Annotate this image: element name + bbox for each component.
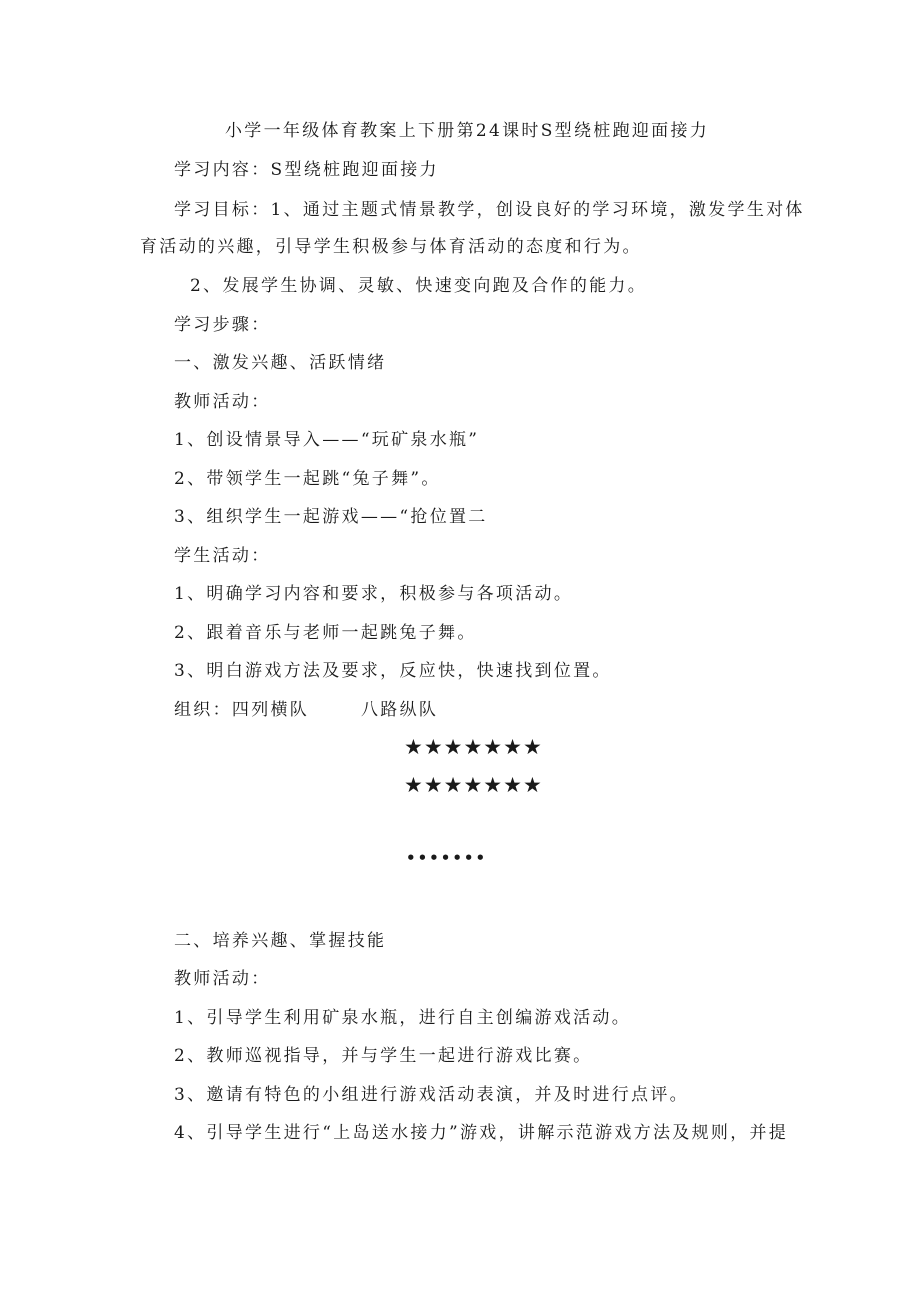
section-2-teacher-item: 4、引导学生进行“上岛送水接力”游戏，讲解示范游戏方法及规则，并提 bbox=[174, 1123, 789, 1143]
section-2-heading: 二、培养兴趣、掌握技能 bbox=[174, 931, 387, 951]
section-1-teacher-item: 3、组织学生一起游戏——“抢位置二 bbox=[174, 507, 488, 527]
document-title: 小学一年级体育教案上下册第24课时S型绕桩跑迎面接力 bbox=[225, 121, 710, 141]
section-1-teacher-item: 2、带领学生一起跳“兔子舞”。 bbox=[174, 469, 441, 489]
section-1-teacher-item: 1、创设情景导入——“玩矿泉水瓶” bbox=[174, 430, 480, 450]
section-1-student-label: 学生活动： bbox=[174, 546, 271, 566]
section-2-teacher-item: 2、教师巡视指导，并与学生一起进行游戏比赛。 bbox=[174, 1046, 593, 1066]
section-2-teacher-label: 教师活动： bbox=[174, 969, 271, 989]
section-1-student-item: 3、明白游戏方法及要求，反应快，快速找到位置。 bbox=[174, 661, 612, 681]
section-2-teacher-item: 1、引导学生利用矿泉水瓶，进行自主创编游戏活动。 bbox=[174, 1008, 632, 1028]
learning-content: 学习内容：S型绕桩跑迎面接力 bbox=[174, 160, 439, 180]
organization-label-2: 八路纵队 bbox=[361, 700, 439, 720]
formation-dots: ••••••• bbox=[406, 849, 488, 867]
learning-goal-line-1: 学习目标：1、通过主题式情景教学，创设良好的学习环境，激发学生对体 bbox=[174, 200, 805, 220]
section-2-teacher-item: 3、邀请有特色的小组进行游戏活动表演，并及时进行点评。 bbox=[174, 1085, 689, 1105]
section-1-heading: 一、激发兴趣、活跃情绪 bbox=[174, 353, 387, 373]
steps-heading: 学习步骤： bbox=[174, 315, 271, 335]
section-1-teacher-label: 教师活动： bbox=[174, 392, 271, 412]
formation-star-row: ★★★★★★★ bbox=[404, 735, 543, 759]
formation-star-row: ★★★★★★★ bbox=[404, 773, 543, 797]
section-1-student-item: 2、跟着音乐与老师一起跳兔子舞。 bbox=[174, 623, 477, 643]
learning-goal-line-3: 2、发展学生协调、灵敏、快速变向跑及合作的能力。 bbox=[190, 276, 648, 296]
section-1-student-item: 1、明确学习内容和要求，积极参与各项活动。 bbox=[174, 584, 574, 604]
learning-goal-line-2: 育活动的兴趣，引导学生积极参与体育活动的态度和行为。 bbox=[140, 237, 642, 257]
organization-label: 组织：四列横队 bbox=[174, 700, 310, 720]
